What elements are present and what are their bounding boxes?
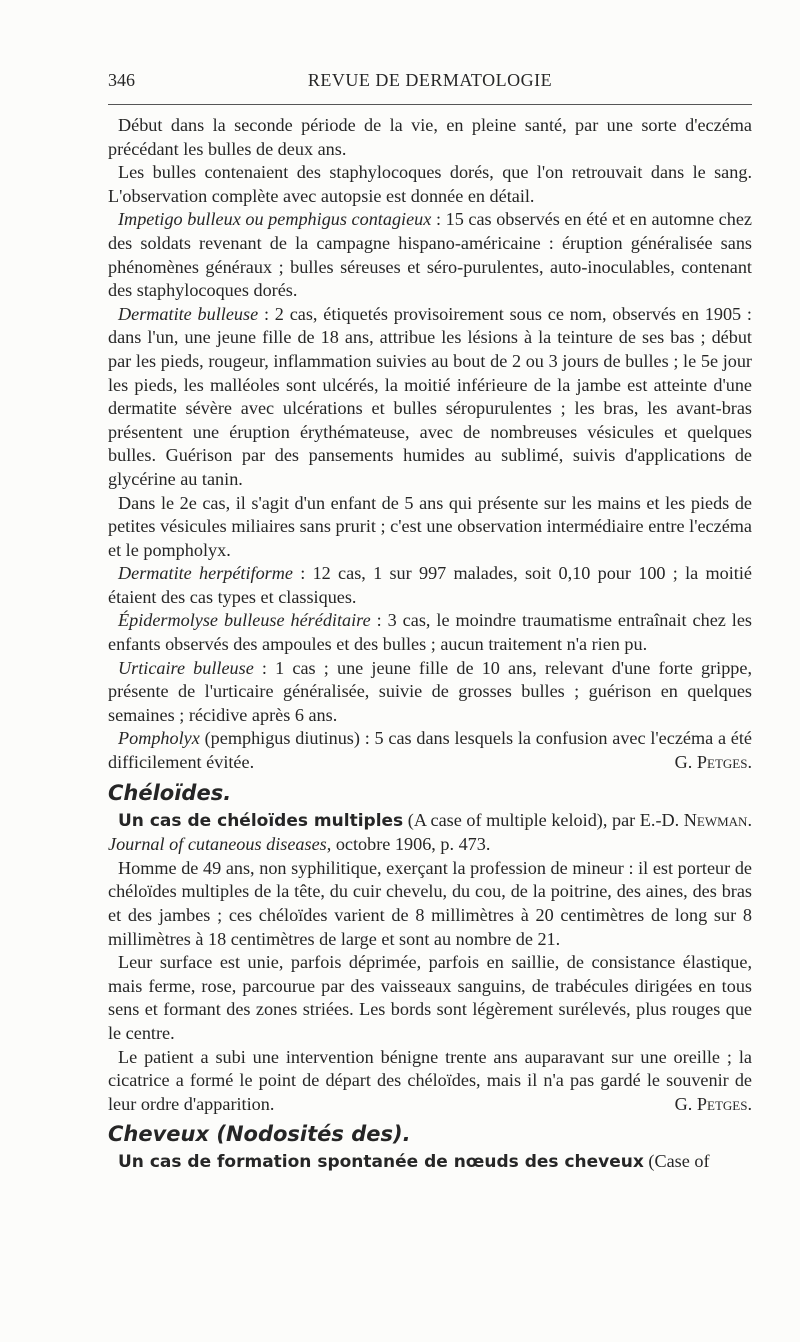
paragraph: Urticaire bulleuse : 1 cas ; une jeune fille de 10 ans, relevant d'une forte grippe, présente de l'urticaire généralisée, suivie de grosses bulles ; guérison en quelques semaines ; récidive après 6 ans. xyxy=(108,657,752,725)
disease-term: Épidermolyse bulleuse héréditaire xyxy=(118,610,371,631)
article-reference: Un cas de formation spontanée de nœuds des cheveux (Case of xyxy=(118,1151,710,1173)
paragraph: Dans le 2e cas, il s'agit d'un enfant de 5 ans qui présente sur les mains et les pieds de petites vésicules miliaires sans prurit ; c'est une observation intermédiaire entre l'eczéma et le pompholyx. xyxy=(108,492,752,560)
running-header xyxy=(108,70,752,96)
disease-term: Dermatite bulleuse xyxy=(118,303,259,324)
paragraph: Leur surface est unie, parfois déprimée, parfois en saillie, de consistance élastique, mais ferme, rose, parcourue par des vaisseaux sanguins, de trabécules dirigées en tous sens et formant des zones striées. Les bords sont légèrement surélevés, plus rouges que le centre. xyxy=(108,952,752,1043)
paragraph: Impetigo bulleux ou pemphigus contagieux : 15 cas observés en été et en automne chez des soldats revenant de la campagne hispano-américaine : éruption généralisée sans phénomènes généraux ; bulles séreuses et séro-purulentes, auto-inoculables, contenant des staphylocoques dorés. xyxy=(108,209,752,301)
article-title: Un cas de formation spontanée de nœuds des cheveux xyxy=(118,1152,644,1173)
journal-name: Journal of cutaneous diseases xyxy=(108,834,327,855)
paragraph: Pompholyx (pemphigus diutinus) : 5 cas dans lesquels la confusion avec l'eczéma a été difficilement évitée. G. Petges. xyxy=(108,727,752,774)
paragraph: Épidermolyse bulleuse héréditaire : 3 cas, le moindre traumatisme entraînait chez les enfants observés des ampoules et des bulles ; aucun traitement n'a rien pu. xyxy=(108,610,752,655)
section-heading: Cheveux (Nodosités des). xyxy=(108,1122,411,1147)
author-signature: G. Petges. xyxy=(674,752,752,773)
paragraph: Les bulles contenaient des staphylocoques dorés, que l'on retrouvait dans le sang. L'observation complète avec autopsie est donnée en détail. xyxy=(108,162,752,206)
disease-term: Urticaire bulleuse xyxy=(118,657,254,678)
disease-term: Impetigo bulleux ou pemphigus contagieux xyxy=(118,209,432,230)
disease-term: Dermatite herpétiforme xyxy=(118,563,293,584)
paragraph: Homme de 49 ans, non syphilitique, exerçant la profession de mineur : il est porteur de chéloïdes multiples de la tête, du cuir chevelu, du cou, de la poitrine, des aines, des bras et des jambes ; ces chéloïdes varient de 8 millimètres à 20 centimètres de long sur 8 millimètres à 18 centimètres de large et sont au nombre de 21. xyxy=(108,857,752,949)
article-title: Un cas de chéloïdes multiples xyxy=(118,810,404,831)
journal-title: REVUE DE DERMATOLOGIE xyxy=(307,70,553,90)
disease-term: Pompholyx xyxy=(118,728,200,749)
page-body xyxy=(108,114,752,1175)
paragraph: Dermatite herpétiforme : 12 cas, 1 sur 997 malades, soit 0,10 pour 100 ; la moitié étaient des cas types et classiques. xyxy=(108,563,752,607)
paragraph: Le patient a subi une intervention bénigne trente ans auparavant sur une oreille ; la cicatrice a formé le point de départ des chéloïdes, mais il n'a pas gardé le souvenir de leur ordre d'apparition. G. Petges. xyxy=(108,1046,752,1117)
header-rule xyxy=(108,104,752,105)
section-heading: Chéloïdes. xyxy=(108,780,232,805)
author-signature: G. Petges. xyxy=(674,1093,752,1114)
page-number: 346 xyxy=(108,70,135,90)
paragraph: Dermatite bulleuse : 2 cas, étiquetés provisoirement sous ce nom, observés en 1905 : dans l'un, une jeune fille de 18 ans, attribue les lésions à la teinture de ses bas ; début par les pieds, rougeur, inflammation suivies au bout de 2 ou 3 jours de bulles ; le 5e jour les pieds, les malléoles sont ulcérés, la moitié inférieure de la jambe est atteinte d'une dermatite sévère avec ulcérations et bulles séropurulentes ; les bras, les avant-bras présentent une éruption érythémateuse, avec de nombreuses vésicules et quelques bulles. Guérison par des pansements humides au sublimé, suivis d'applications de glycérine au tanin. xyxy=(108,303,752,489)
paragraph: Début dans la seconde période de la vie, en pleine santé, par une sorte d'eczéma précédant les bulles de deux ans. xyxy=(108,115,752,159)
article-reference: Un cas de chéloïdes multiples (A case of multiple keloid), par E.-D. Newman. Journal of cutaneous diseases, octobre 1906, p. 473. xyxy=(108,809,752,855)
author-name: Newman xyxy=(683,809,748,830)
